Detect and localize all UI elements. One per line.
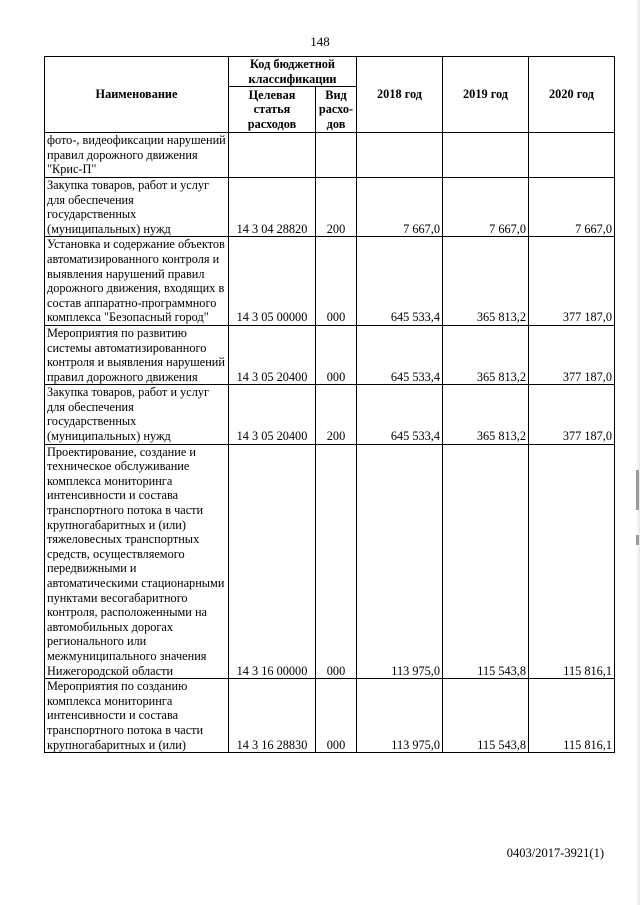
row-target-article: 14 3 05 20400 <box>229 385 316 444</box>
header-year-2019: 2019 год <box>443 57 529 133</box>
scan-edge-mark <box>636 535 639 545</box>
row-name: Мероприятия по созданию комплекса мониторинга интенсивности и состава транспортного потока в части крупногабаритных и (или) <box>45 679 229 753</box>
row-name: Закупка товаров, работ и услуг для обеспечения государственных (муниципальных) нужд <box>45 385 229 444</box>
row-target-article: 14 3 04 28820 <box>229 177 316 236</box>
row-value-2019: 115 543,8 <box>443 444 529 679</box>
row-expense-type: 000 <box>316 444 357 679</box>
row-value-2018: 113 975,0 <box>357 444 443 679</box>
row-expense-type: 000 <box>316 325 357 384</box>
row-target-article: 14 3 16 28830 <box>229 679 316 753</box>
row-value-2018: 7 667,0 <box>357 177 443 236</box>
row-target-article: 14 3 05 20400 <box>229 325 316 384</box>
table-row <box>45 679 615 753</box>
table-row <box>45 133 615 178</box>
table-row <box>45 385 615 444</box>
header-year-2020: 2020 год <box>529 57 615 133</box>
header-expense-type: Вид расхо-дов <box>316 87 357 133</box>
header-year-2018: 2018 год <box>357 57 443 133</box>
row-value-2019: 7 667,0 <box>443 177 529 236</box>
row-value-2020: 7 667,0 <box>529 177 615 236</box>
row-expense-type: 200 <box>316 177 357 236</box>
header-budget-code-group: Код бюджетной классификации <box>229 57 357 87</box>
table-row <box>45 444 615 679</box>
row-name: Мероприятия по развитию системы автоматизированного контроля и выявления нарушений правил дорожного движения <box>45 325 229 384</box>
row-value-2020: 115 816,1 <box>529 679 615 753</box>
table-body <box>45 133 615 753</box>
row-target-article: 14 3 05 00000 <box>229 237 316 326</box>
row-expense-type: 000 <box>316 679 357 753</box>
row-expense-type <box>316 133 357 178</box>
row-value-2018 <box>357 133 443 178</box>
row-name: Установка и содержание объектов автоматизированного контроля и выявления нарушений правил дорожного движения, входящих в состав аппаратно-программного комплекса "Безопасный город" <box>45 237 229 326</box>
row-name: Проектирование, создание и техническое обслуживание комплекса мониторинга интенсивности и состава транспортного потока в части крупногабаритных и (или) тяжеловесных транспортных средств, осуществляемого передвижными и автоматическими стационарными пунктами весогабаритного контроля, расположенными на автомобильных дорогах регионального или межмуниципального значения Нижегородской области <box>45 444 229 679</box>
row-name: Закупка товаров, работ и услуг для обеспечения государственных (муниципальных) нужд <box>45 177 229 236</box>
header-name: Наименование <box>45 57 229 133</box>
row-value-2019: 365 813,2 <box>443 385 529 444</box>
budget-table <box>44 56 615 753</box>
scan-edge-mark <box>636 470 639 510</box>
row-target-article: 14 3 16 00000 <box>229 444 316 679</box>
table-row <box>45 237 615 326</box>
row-expense-type: 200 <box>316 385 357 444</box>
scan-edge-shadow <box>636 0 640 905</box>
row-name: фото-, видеофиксации нарушений правил дорожного движения "Крис-П" <box>45 133 229 178</box>
row-value-2019: 115 543,8 <box>443 679 529 753</box>
row-value-2020: 377 187,0 <box>529 385 615 444</box>
row-value-2019: 365 813,2 <box>443 325 529 384</box>
row-value-2020 <box>529 133 615 178</box>
row-value-2020: 115 816,1 <box>529 444 615 679</box>
row-value-2018: 645 533,4 <box>357 325 443 384</box>
table-header <box>45 57 615 133</box>
row-value-2018: 645 533,4 <box>357 237 443 326</box>
table-row <box>45 325 615 384</box>
header-target-article: Целевая статья расходов <box>229 87 316 133</box>
row-value-2020: 377 187,0 <box>529 325 615 384</box>
row-value-2019: 365 813,2 <box>443 237 529 326</box>
table-row <box>45 177 615 236</box>
row-value-2020: 377 187,0 <box>529 237 615 326</box>
row-target-article <box>229 133 316 178</box>
document-code: 0403/2017-3921(1) <box>506 846 604 860</box>
row-value-2019 <box>443 133 529 178</box>
row-expense-type: 000 <box>316 237 357 326</box>
row-value-2018: 113 975,0 <box>357 679 443 753</box>
page-number: 148 <box>310 34 330 49</box>
row-value-2018: 645 533,4 <box>357 385 443 444</box>
